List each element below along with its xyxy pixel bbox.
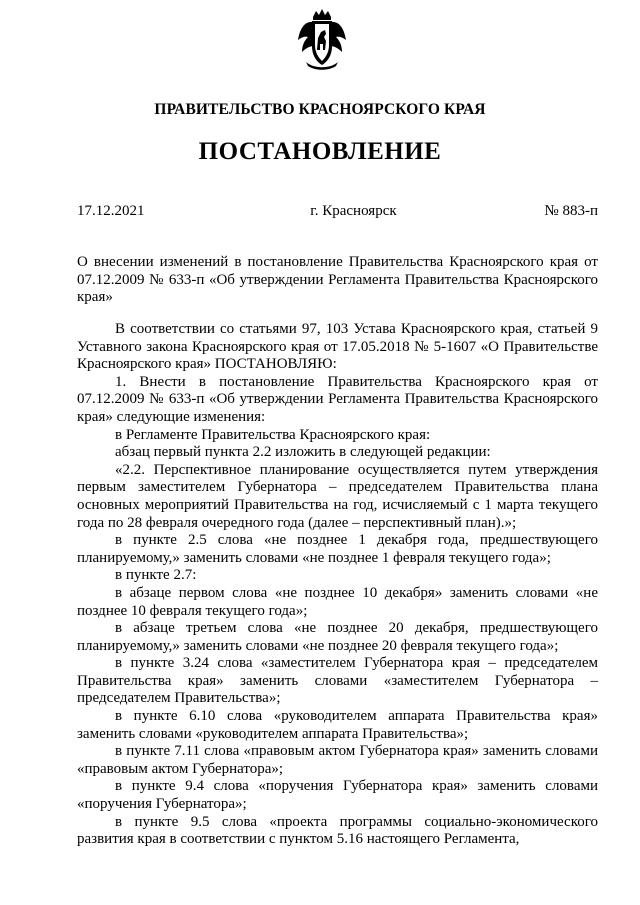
document-city: г. Красноярск bbox=[310, 203, 397, 219]
body-paragraph: в пункте 9.4 слова «поручения Губернатора края» заменить словами «поручения Губернатора»; bbox=[77, 778, 598, 813]
body-paragraph: 1. Внести в постановление Правительства Красноярского края от 07.12.2009 № 633-п «Об утверждении Регламента Правительства Красноярского края» следующие изменения: bbox=[77, 373, 598, 425]
body-paragraph: в пункте 3.24 слова «заместителем Губернатора края – председателем Правительства края» заменить словами «заместителем Губернатора – председателем Правительства»; bbox=[77, 655, 598, 707]
document-number: № 883-п bbox=[544, 203, 598, 219]
document-subject: О внесении изменений в постановление Правительства Красноярского края от 07.12.2009 № 633-п «Об утверждении Регламента Правительства Красноярского края» bbox=[77, 254, 598, 305]
body-paragraph: в пункте 9.5 слова «проекта программы социально-экономического развития края в соответствии с пунктом 5.16 настоящего Регламента, bbox=[77, 813, 598, 848]
body-paragraph: абзац первый пункта 2.2 изложить в следующей редакции: bbox=[115, 444, 491, 461]
body-paragraph: в абзаце третьем слова «не позднее 20 декабря, предшествующего планируемому,» заменить словами «не позднее 20 февраля текущего года»; bbox=[77, 620, 598, 654]
document-type-title: ПОСТАНОВЛЕНИЕ bbox=[198, 138, 442, 165]
body-paragraph: в пункте 2.5 слова «не позднее 1 декабря года, предшествующего планируемому,» заменить словами «не позднее 1 февраля текущего года»; bbox=[77, 532, 598, 566]
document-meta-row bbox=[77, 203, 598, 220]
body-paragraph: В соответствии со статьями 97, 103 Устава Красноярского края, статьей 9 Уставного закона Красноярского края от 17.05.2018 № 5-1607 «О Правительстве Красноярского края» ПОСТАНОВЛЯЮ: bbox=[77, 321, 598, 373]
body-paragraph: в пункте 6.10 слова «руководителем аппарата Правительства края» заменить словами «руководителем аппарата Правительства»; bbox=[77, 708, 598, 742]
document-date: 17.12.2021 bbox=[77, 203, 145, 219]
coat-of-arms-icon bbox=[296, 8, 348, 72]
coat-of-arms-graphic bbox=[296, 8, 348, 72]
body-paragraph: «2.2. Перспективное планирование осуществляется путем утверждения первым заместителем Губернатора – председателем Правительства плана основных мероприятий Правительства на год, исчисляемый с 1 марта текущего года по 28 февраля очередного года (далее – перспективный план).»; bbox=[77, 461, 598, 531]
body-paragraph: в пункте 2.7: bbox=[115, 567, 197, 584]
body-paragraph: в Регламенте Правительства Красноярского края: bbox=[115, 426, 431, 443]
body-paragraph: в пункте 7.11 слова «правовым актом Губернатора края» заменить словами «правовым актом Губернатора»; bbox=[77, 743, 598, 777]
government-name: ПРАВИТЕЛЬСТВО КРАСНОЯРСКОГО КРАЯ bbox=[154, 101, 486, 118]
body-paragraph: в абзаце первом слова «не позднее 10 декабря» заменить словами «не позднее 10 февраля текущего года»; bbox=[77, 584, 598, 619]
document-body bbox=[77, 321, 598, 849]
